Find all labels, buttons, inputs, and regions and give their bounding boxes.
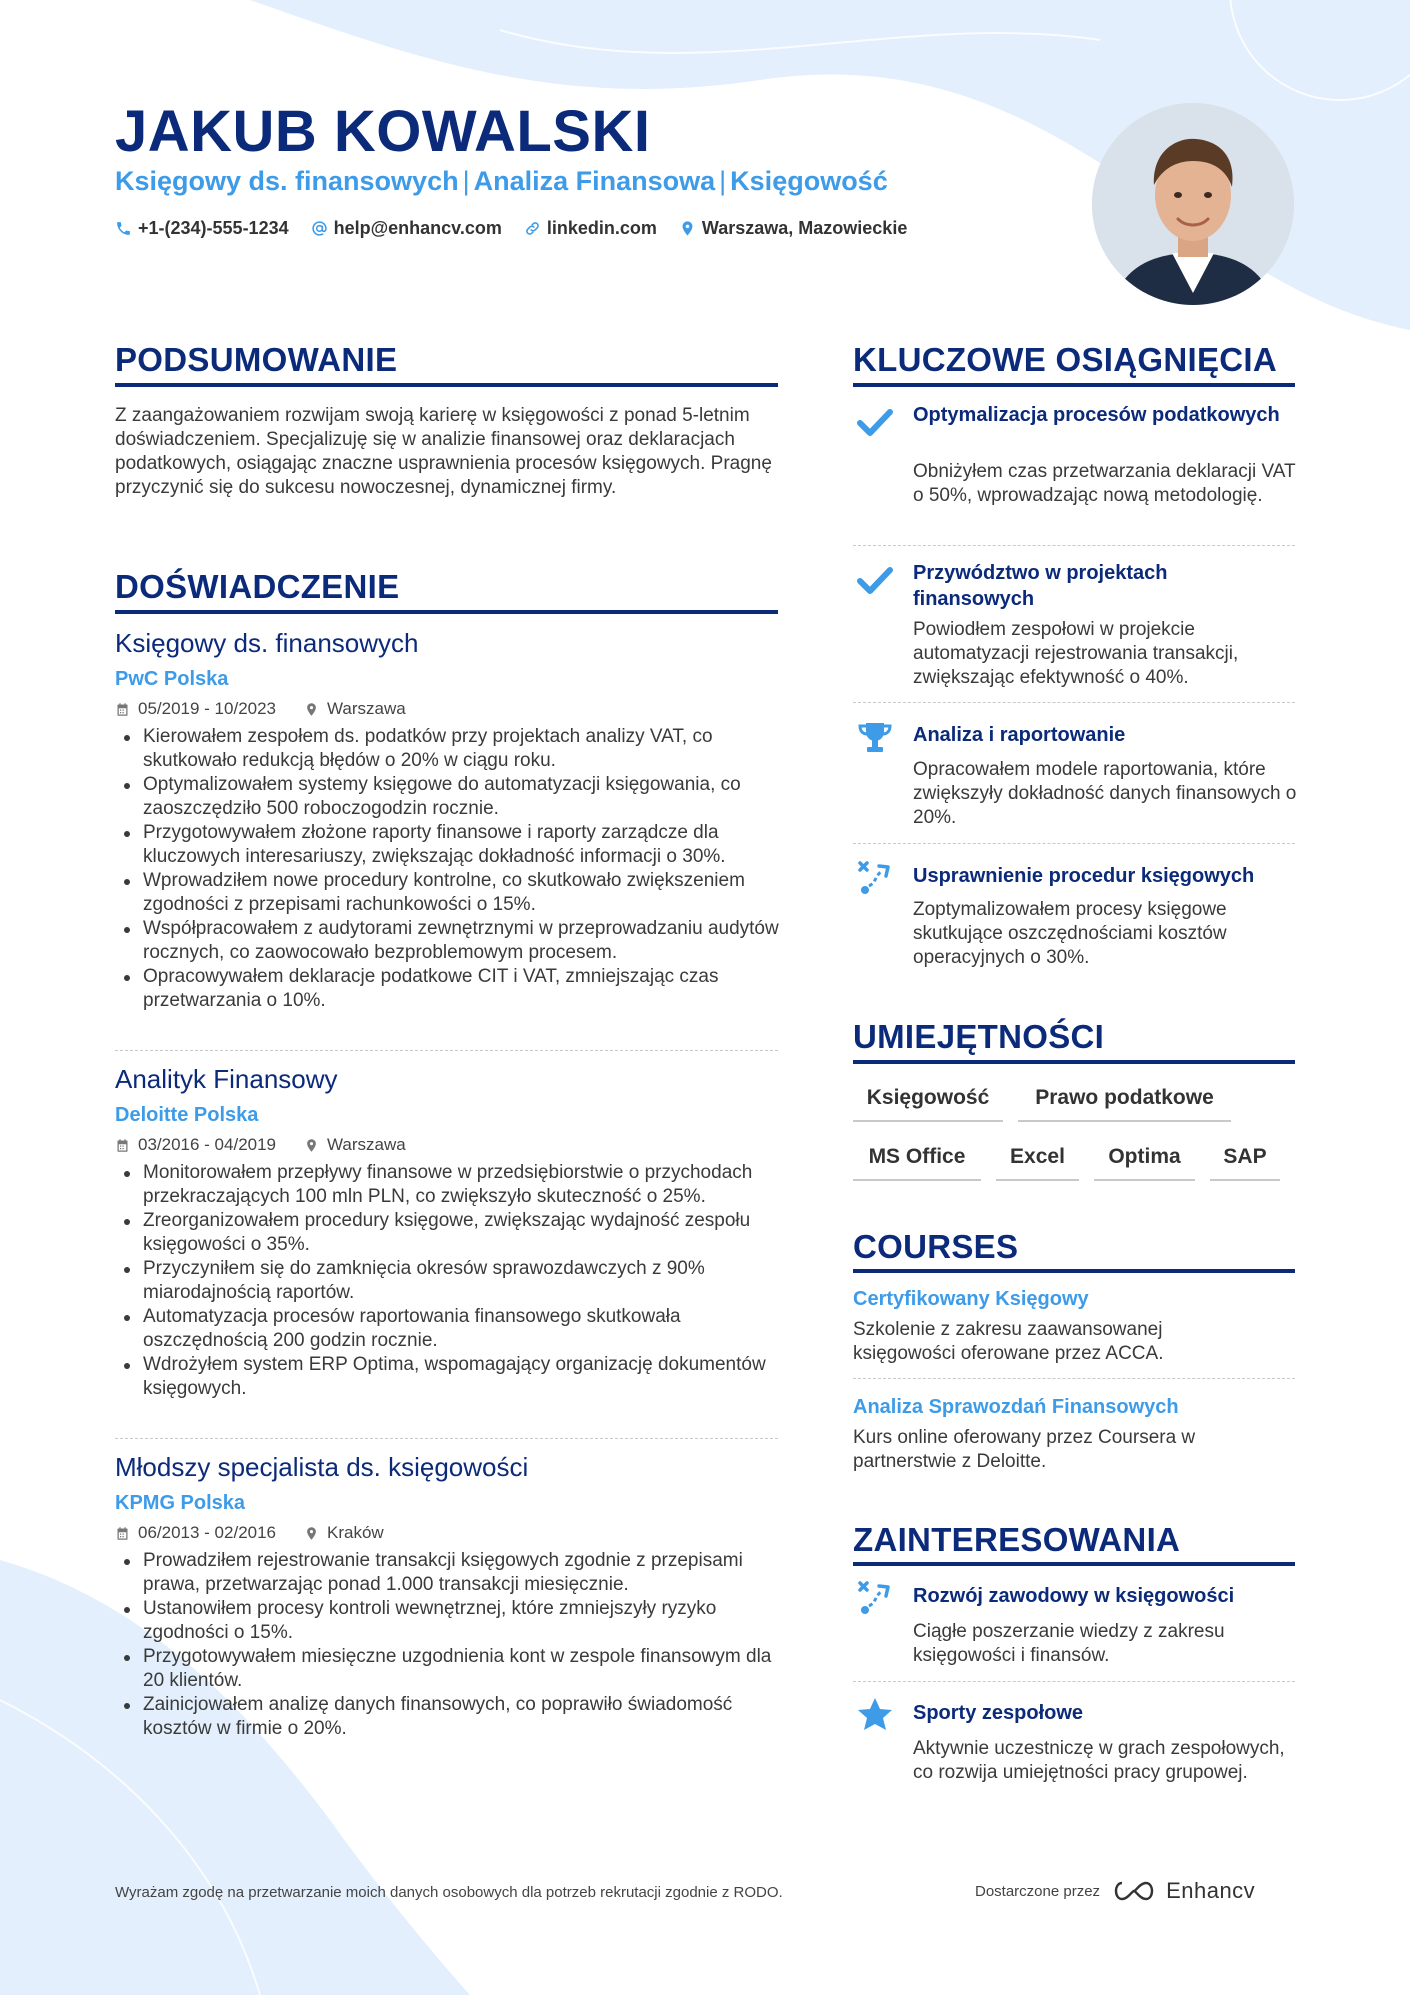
- trophy-icon: [855, 718, 895, 758]
- job-bullets: [115, 725, 780, 1013]
- job-location-text: Warszawa: [327, 699, 406, 718]
- calendar-icon: [115, 1138, 130, 1153]
- job-title: Młodszy specjalista ds. księgowości: [115, 1452, 529, 1482]
- contact-location: [679, 218, 907, 239]
- job-dates: 06/2013 - 02/2016: [138, 1523, 277, 1542]
- link-icon: [524, 220, 541, 237]
- skill-tag: Księgowość: [853, 1086, 1003, 1122]
- powered-by-label: Dostarczone przez: [975, 1882, 1101, 1900]
- job-bullets: [115, 1161, 780, 1401]
- star-icon: [855, 1695, 895, 1735]
- divider: [115, 1050, 778, 1051]
- location-pin-icon: [304, 702, 319, 717]
- skill-tag: Prawo podatkowe: [1018, 1086, 1231, 1122]
- brand-name: Enhancv: [1166, 1878, 1256, 1903]
- job-location: [304, 1523, 384, 1543]
- job-meta: [115, 699, 406, 719]
- bullet: Zainicjowałem analizę danych finansowych, co poprawiło świadomość kosztów w firmie o 20%.: [115, 1693, 780, 1741]
- job-title: Księgowy ds. finansowych: [115, 628, 419, 658]
- bullet: Automatyzacja procesów raportowania finansowego skutkowała oszczędnością 200 godzin rocznie.: [115, 1305, 780, 1353]
- summary-rule: [115, 383, 778, 387]
- summary-heading: PODSUMOWANIE: [115, 341, 398, 378]
- email-text: help@enhancv.com: [333, 218, 502, 238]
- calendar-icon: [115, 1526, 130, 1541]
- job-location-text: Warszawa: [327, 1135, 406, 1154]
- strategy-icon: [855, 1578, 895, 1618]
- location-pin-icon: [679, 220, 696, 237]
- achievement-title: Analiza i raportowanie: [913, 724, 1126, 746]
- tagline-separator: |: [462, 166, 470, 196]
- bullet: Ustanowiłem procesy kontroli wewnętrznej, które zmniejszyły ryzyko zgodności o 15%.: [115, 1597, 780, 1645]
- job-meta: [115, 1523, 384, 1543]
- skill-tag: MS Office: [853, 1145, 981, 1181]
- job-bullets: [115, 1549, 780, 1741]
- divider: [853, 1378, 1295, 1379]
- checkmark-icon: [855, 560, 895, 600]
- bullet: Prowadziłem rejestrowanie transakcji księgowych zgodnie z przepisami prawa, przetwarzając ponad 1.000 transakcji miesięcznie.: [115, 1549, 780, 1597]
- footer-brand: [975, 1878, 1255, 1904]
- tagline: [115, 166, 888, 197]
- courses-rule: [853, 1269, 1295, 1273]
- job-company: PwC Polska: [115, 668, 229, 690]
- infinity-logo-icon: [1110, 1879, 1158, 1903]
- contact-bar: [115, 218, 929, 239]
- tagline-part: Księgowy ds. finansowych: [115, 166, 459, 196]
- achievement-title: Usprawnienie procedur księgowych: [913, 865, 1255, 887]
- job-meta: [115, 1135, 406, 1155]
- course-title: Certyfikowany Księgowy: [853, 1288, 1089, 1310]
- interests-rule: [853, 1562, 1295, 1566]
- courses-heading: COURSES: [853, 1228, 1019, 1265]
- skills-rule: [853, 1060, 1295, 1064]
- achievement-desc: Powiodłem zespołowi w projekcie automatyzacji rejestrowania transakcji, zwiększając efektywność o 40%.: [913, 619, 1239, 688]
- location-pin-icon: [304, 1526, 319, 1541]
- course-desc: Kurs online oferowany przez Coursera w partnerstwie z Deloitte.: [853, 1427, 1196, 1472]
- enhancv-logo[interactable]: [1110, 1878, 1255, 1904]
- at-icon: [311, 220, 328, 237]
- job-title: Analityk Finansowy: [115, 1064, 338, 1094]
- checkmark-icon: [855, 402, 895, 442]
- location-text: Warszawa, Mazowieckie: [701, 218, 908, 238]
- divider: [115, 1438, 778, 1439]
- job-dates: 05/2019 - 10/2023: [138, 699, 277, 718]
- skills-heading: UMIEJĘTNOŚCI: [853, 1018, 1105, 1055]
- gdpr-consent: Wyrażam zgodę na przetwarzanie moich danych osobowych dla potrzeb rekrutacji zgodnie z RODO.: [115, 1884, 783, 1901]
- bullet: Wprowadziłem nowe procedury kontrolne, co skutkowało zwiększeniem zgodności z przepisami rachunkowości o 15%.: [115, 869, 780, 917]
- achievement-title: Optymalizacja procesów podatkowych: [913, 404, 1280, 426]
- achievement-title: Przywództwo w projektach finansowych: [913, 562, 1168, 610]
- contact-phone[interactable]: [115, 218, 289, 239]
- skill-tag: Optima: [1094, 1145, 1195, 1181]
- achievement-desc: Obniżyłem czas przetwarzania deklaracji VAT o 50%, wprowadzając nową metodologię.: [913, 461, 1296, 506]
- job-location: [304, 1135, 406, 1155]
- bullet: Przygotowywałem miesięczne uzgodnienia kont w zespole finansowym dla 20 klientów.: [115, 1645, 780, 1693]
- experience-rule: [115, 610, 778, 614]
- job-location-text: Kraków: [327, 1523, 384, 1542]
- tagline-separator: |: [719, 166, 727, 196]
- phone-icon: [115, 220, 132, 237]
- interest-desc: Aktywnie uczestniczę w grach zespołowych, co rozwija umiejętności pracy grupowej.: [913, 1738, 1285, 1783]
- location-pin-icon: [304, 1138, 319, 1153]
- divider: [853, 545, 1295, 546]
- phone-text: +1-(234)-555-1234: [138, 218, 289, 238]
- bullet: Kierowałem zespołem ds. podatków przy projektach analizy VAT, co skutkowało redukcją błędów o 20% w ciągu roku.: [115, 725, 780, 773]
- calendar-icon: [115, 702, 130, 717]
- experience-heading: DOŚWIADCZENIE: [115, 568, 400, 605]
- job-location: [304, 699, 406, 719]
- divider: [853, 843, 1295, 844]
- bullet: Przyczyniłem się do zamknięcia okresów sprawozdawczych z 90% miarodajnością raportów.: [115, 1257, 780, 1305]
- bullet: Optymalizowałem systemy księgowe do automatyzacji księgowania, co zaoszczędziło 500 roboczogodzin rocznie.: [115, 773, 780, 821]
- job-company: Deloitte Polska: [115, 1104, 259, 1126]
- interest-desc: Ciągłe poszerzanie wiedzy z zakresu księgowości i finansów.: [913, 1621, 1225, 1666]
- skill-tag: Excel: [996, 1145, 1079, 1181]
- bullet: Współpracowałem z audytorami zewnętrznymi w przeprowadzaniu audytów rocznych, co zaowocowało bezproblemowym procesem.: [115, 917, 780, 965]
- interests-heading: ZAINTERESOWANIA: [853, 1521, 1181, 1558]
- interest-title: Sporty zespołowe: [913, 1702, 1084, 1724]
- job-company: KPMG Polska: [115, 1492, 246, 1514]
- divider: [853, 702, 1295, 703]
- course-title: Analiza Sprawozdań Finansowych: [853, 1396, 1179, 1418]
- contact-email[interactable]: [311, 218, 502, 239]
- summary-text: Z zaangażowaniem rozwijam swoją karierę w księgowości z ponad 5-letnim doświadczeniem. Specjalizuję się w analizie finansowej oraz deklaracjach podatkowych, osiągając znaczne usprawnienia procesów księgowych. Pragnę przyczynić się do sukcesu nowoczesnej, dynamicznej firmy.: [115, 405, 772, 498]
- tagline-part: Księgowość: [730, 166, 888, 196]
- achievements-rule: [853, 383, 1295, 387]
- achievement-desc: Opracowałem modele raportowania, które zwiększyły dokładność danych finansowych o 20%.: [913, 759, 1297, 828]
- strategy-icon: [855, 858, 895, 898]
- candidate-name: JAKUB KOWALSKI: [115, 99, 651, 164]
- profile-photo: [1092, 103, 1294, 305]
- tagline-part: Analiza Finansowa: [473, 166, 716, 196]
- bullet: Wdrożyłem system ERP Optima, wspomagający organizację dokumentów księgowych.: [115, 1353, 780, 1401]
- course-desc: Szkolenie z zakresu zaawansowanej księgowości oferowane przez ACCA.: [853, 1319, 1164, 1364]
- contact-linkedin[interactable]: [524, 218, 657, 239]
- divider: [853, 1681, 1295, 1682]
- linkedin-text: linkedin.com: [546, 218, 657, 238]
- achievements-heading: KLUCZOWE OSIĄGNIĘCIA: [853, 341, 1277, 378]
- bullet: Opracowywałem deklaracje podatkowe CIT i VAT, zmniejszając czas przetwarzania o 10%.: [115, 965, 780, 1013]
- achievement-desc: Zoptymalizowałem procesy księgowe skutkujące oszczędnościami kosztów operacyjnych o 30%.: [913, 899, 1227, 968]
- bullet: Przygotowywałem złożone raporty finansowe i raporty zarządcze dla kluczowych interesariuszy, zwiększając dokładność informacji o 30%.: [115, 821, 780, 869]
- bullet: Zreorganizowałem procedury księgowe, zwiększając wydajność zespołu księgowości o 35%.: [115, 1209, 780, 1257]
- job-dates: 03/2016 - 04/2019: [138, 1135, 277, 1154]
- bullet: Monitorowałem przepływy finansowe w przedsiębiorstwie o przychodach przekraczających 100 mln PLN, co zwiększyło skuteczność o 25%.: [115, 1161, 780, 1209]
- interest-title: Rozwój zawodowy w księgowości: [913, 1585, 1235, 1607]
- skill-tag: SAP: [1210, 1145, 1280, 1181]
